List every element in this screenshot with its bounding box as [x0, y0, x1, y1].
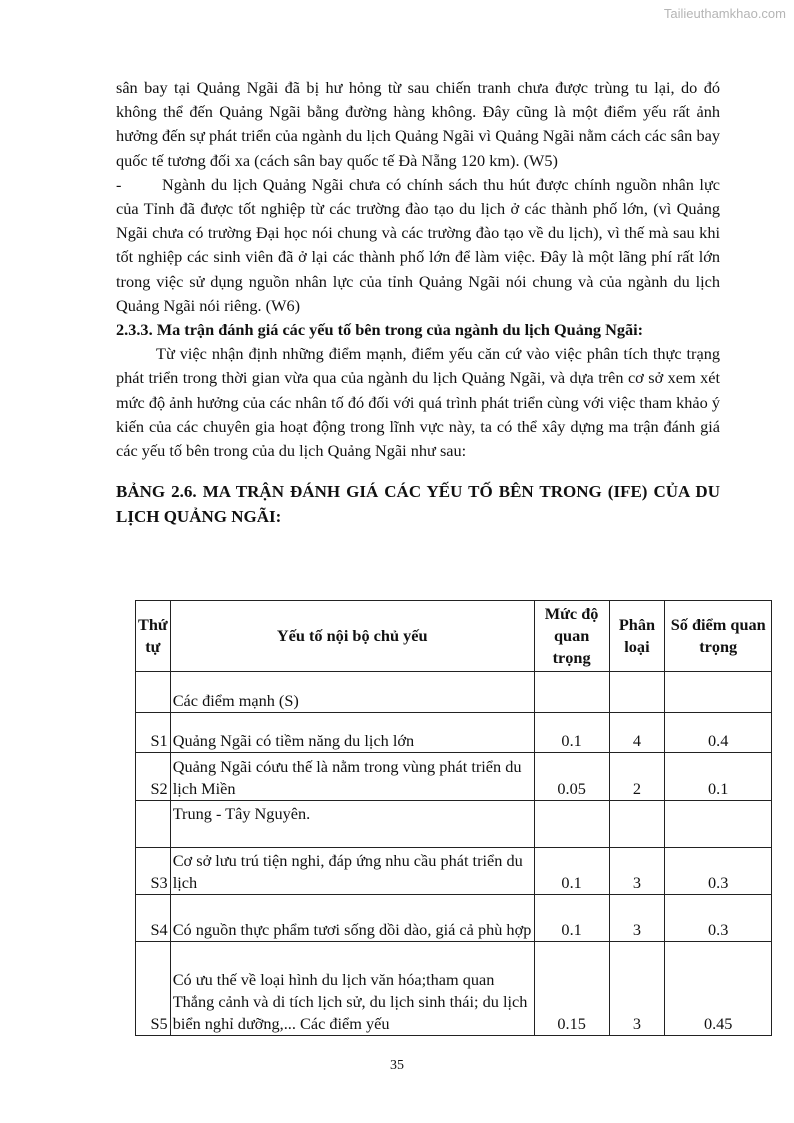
cell-factor: Quảng Ngãi có tiềm năng du lịch lớn — [170, 713, 534, 753]
table-row — [136, 753, 772, 801]
cell-weight: 0.1 — [534, 895, 609, 942]
bullet-paragraph-w6 — [116, 173, 720, 318]
header-rating: Phân loại — [609, 601, 665, 672]
cell-weight: 0.1 — [534, 713, 609, 753]
cell-score: 0.45 — [665, 942, 772, 1036]
paragraph-w6: Ngành du lịch Quảng Ngãi chưa có chính sách thu hút được chính nguồn nhân lực của Tỉnh đã được tốt nghiệp từ các trường đào tạo du lịch ở các thành phố lớn, (vì Quảng Ngãi chưa có trường Đại học nói chung và các trường đào tạo về du lịch), vì thế mà sau khi tốt nghiệp các sinh viên đã ở lại các thành phố lớn để làm việc. Đây là một lãng phí rất lớn trong việc sử dụng nguồn nhân lực của tỉnh Quảng Ngãi nói chung và của ngành du lịch Quảng Ngãi nói riêng. (W6) — [116, 174, 720, 315]
cell-id: S4 — [136, 895, 171, 942]
header-weight: Mức độ quan trọng — [534, 601, 609, 672]
cell-rating: 3 — [609, 895, 665, 942]
table-title: BẢNG 2.6. MA TRẬN ĐÁNH GIÁ CÁC YẾU TỐ BÊN TRONG (IFE) CỦA DU LỊCH QUẢNG NGÃI: — [116, 482, 720, 527]
page-number: 35 — [390, 1058, 404, 1073]
table-row — [136, 713, 772, 753]
cell-id — [136, 672, 171, 713]
cell-id — [136, 801, 171, 848]
cell-id: S5 — [136, 942, 171, 1036]
document-body — [116, 76, 720, 529]
cell-factor: Cơ sở lưu trú tiện nghi, đáp ứng nhu cầu phát triển du lịch — [170, 848, 534, 895]
cell-weight: 0.1 — [534, 848, 609, 895]
watermark-text: Tailieuthamkhao.com — [663, 6, 786, 21]
header-stt: Thứ tự — [136, 601, 171, 672]
cell-rating: 2 — [609, 753, 665, 801]
cell-id: S3 — [136, 848, 171, 895]
table-row — [136, 801, 772, 848]
table-row — [136, 942, 772, 1036]
cell-rating — [609, 801, 665, 848]
section-heading: 2.3.3. Ma trận đánh giá các yếu tố bên trong của ngành du lịch Quảng Ngãi: — [116, 320, 644, 340]
cell-rating: 4 — [609, 713, 665, 753]
cell-rating — [609, 672, 665, 713]
cell-score: 0.1 — [665, 753, 772, 801]
cell-score: 0.3 — [665, 848, 772, 895]
cell-factor: Các điểm mạnh (S) — [170, 672, 534, 713]
paragraph-intro: Từ việc nhận định những điểm mạnh, điểm yếu căn cứ vào việc phân tích thực trạng phát triển trong thời gian vừa qua của ngành du lịch Quảng Ngãi, và dựa trên cơ sở xem xét mức độ ảnh hưởng của các nhân tố đó đối với quá trình phát triển cùng với việc tham khảo ý kiến của các chuyên gia hoạt động trong lĩnh vực này, ta có thể xây dựng ma trận đánh giá các yếu tố bên trong của du lịch Quảng Ngãi như sau: — [116, 344, 720, 461]
cell-id: S1 — [136, 713, 171, 753]
cell-rating: 3 — [609, 942, 665, 1036]
cell-factor: Có ưu thế về loại hình du lịch văn hóa;tham quan Thắng cảnh và di tích lịch sử, du lịch sinh thái; du lịch biển nghỉ dưỡng,... Các điểm yếu — [170, 942, 534, 1036]
cell-id: S2 — [136, 753, 171, 801]
cell-weight — [534, 801, 609, 848]
cell-factor: Trung - Tây Nguyên. — [170, 801, 534, 848]
paragraph-w5: sân bay tại Quảng Ngãi đã bị hư hỏng từ sau chiến tranh chưa được trùng tu lại, do đó không thể đến Quảng Ngãi bằng đường hàng không. Đây cũng là một điểm yếu rất ảnh hưởng đến sự phát triển của ngành du lịch Quảng Ngãi vì Quảng Ngãi nằm cách các sân bay quốc tế tương đối xa (cách sân bay quốc tế Đà Nẵng 120 km). (W5) — [116, 78, 720, 170]
table-row — [136, 848, 772, 895]
cell-score — [665, 801, 772, 848]
cell-score — [665, 672, 772, 713]
cell-score: 0.3 — [665, 895, 772, 942]
cell-weight: 0.05 — [534, 753, 609, 801]
table-row — [136, 895, 772, 942]
ife-matrix-table — [135, 600, 772, 1036]
table-row — [136, 672, 772, 713]
header-factor: Yếu tố nội bộ chủ yếu — [170, 601, 534, 672]
cell-weight — [534, 672, 609, 713]
cell-score: 0.4 — [665, 713, 772, 753]
header-score: Số điểm quan trọng — [665, 601, 772, 672]
cell-weight: 0.15 — [534, 942, 609, 1036]
cell-factor: Quảng Ngãi cóưu thế là nằm trong vùng phát triển du lịch Miền — [170, 753, 534, 801]
cell-factor: Có nguồn thực phẩm tươi sống dồi dào, giá cả phù hợp — [170, 895, 534, 942]
cell-rating: 3 — [609, 848, 665, 895]
bullet-marker: - — [116, 174, 122, 194]
